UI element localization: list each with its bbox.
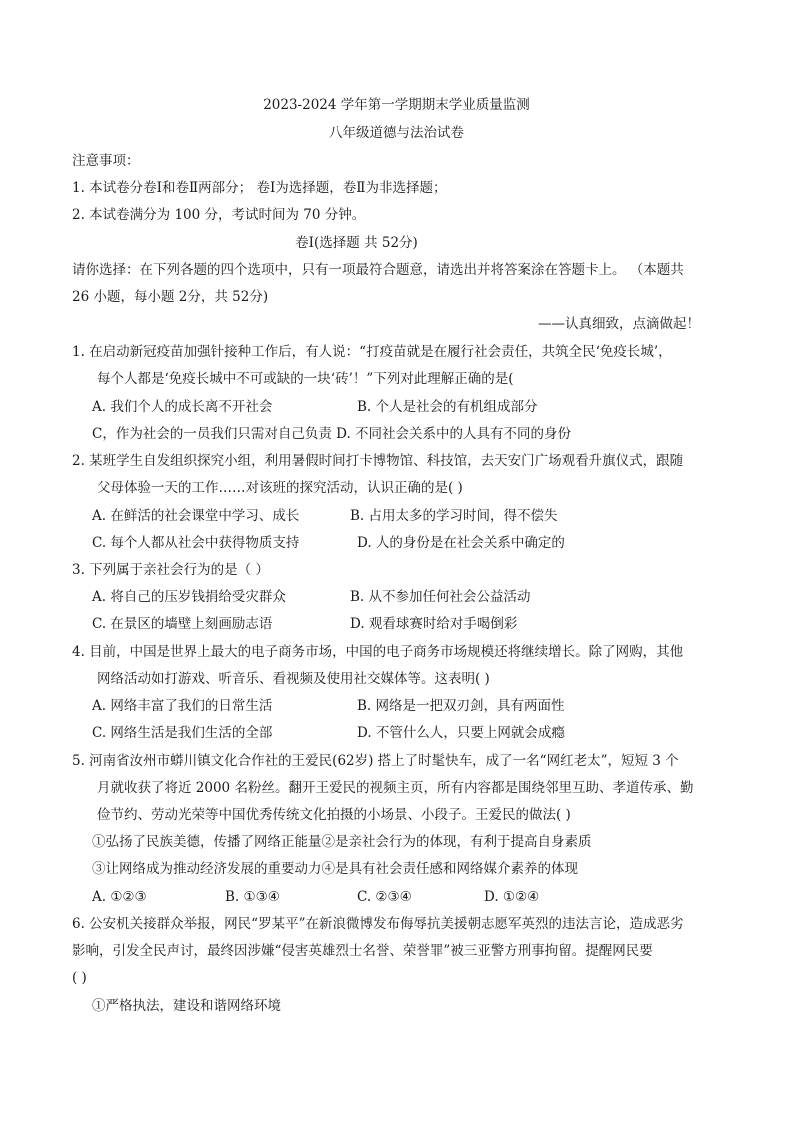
option-b: B. 从不参加任何社会公益活动 — [350, 589, 531, 605]
section-motto: ——认真细致，点滴做起！ — [538, 316, 700, 332]
question-stem: 网络活动如打游戏、听音乐、看视频及使用社交媒体等。这表明( ) — [97, 671, 490, 687]
option-c: C. 每个人都从社会中获得物质支持 — [92, 535, 300, 551]
option-b: B. 占用太多的学习时间，得不偿失 — [350, 508, 558, 524]
section-instruction: 请你选择：在下列各题的四个选项中，只有一项最符合题意，请选出并将答案涂在答题卡上。 （本题共 — [72, 262, 684, 278]
option-a: A. 在鲜活的社会课堂中学习、成长 — [92, 508, 300, 524]
notes-item: 2. 本试卷满分为 100 分，考试时间为 70 分钟。 — [72, 207, 366, 223]
option-b: B. ①③④ — [225, 889, 280, 905]
question-statement: ①严格执法，建设和谐网络环境 — [92, 998, 281, 1014]
question-stem: 俭节约、劳动光荣等中国优秀传统文化拍摄的小场景、小段子。王爱民的做法( ) — [97, 807, 571, 823]
question-stem: 影响，引发全民声讨，最终因涉嫌“侵害英雄烈士名誉、荣誉罪”被三亚警方刑事拘留。提醒网民要 — [72, 943, 653, 959]
option-d: D. 不管什么人，只要上网就会成瘾 — [357, 725, 565, 741]
option-c: C. 在景区的墙壁上刻画励志语 — [92, 616, 273, 632]
option-c: C. ②③④ — [357, 889, 412, 905]
option-b: B. 个人是社会的有机组成部分 — [357, 399, 538, 415]
question-stem: 月就收获了将近 2000 名粉丝。翻开王爱民的视频主页，所有内容都是围绕邻里互助、孝道传承、勤 — [97, 780, 694, 796]
option-d: D. 人的身份是在社会关系中确定的 — [357, 535, 565, 551]
notes-item: 1. 本试卷分卷Ⅰ和卷Ⅱ两部分； 卷Ⅰ为选择题，卷Ⅱ为非选择题； — [72, 180, 447, 196]
option-d: D. 观看球赛时给对手喝倒彩 — [350, 616, 518, 632]
question-stem: 父母体验一天的工作……对该班的探究活动，认识正确的是( ) — [97, 480, 463, 496]
option-a: A. 我们个人的成长离不开社会 — [92, 399, 273, 415]
option-b: B. 网络是一把双刃剑，具有两面性 — [357, 698, 565, 714]
option-c-d: C，作为社会的一员我们只需对自己负责 D. 不同社会关系中的人具有不同的身份 — [92, 426, 572, 442]
option-a: A. 网络丰富了我们的日常生活 — [92, 698, 273, 714]
option-a: A. 将自己的压岁钱捐给受灾群众 — [92, 589, 286, 605]
question-stem: 2. 某班学生自发组织探究小组，利用暑假时间打卡博物馆、科技馆，去天安门广场观看升旗仪式，跟随 — [72, 453, 684, 469]
question-stem: 5. 河南省汝州市蟒川镇文化合作社的王爱民(62岁) 搭上了时髦快车，成了一名“网红老太”，短短 3 个 — [72, 753, 679, 769]
notes-heading: 注意事项： — [72, 153, 140, 169]
option-c: C. 网络生活是我们生活的全部 — [92, 725, 273, 741]
question-statement: ③让网络成为推动经济发展的重要动力④是具有社会责任感和网络媒介素养的体现 — [92, 861, 578, 877]
question-stem: 每个人都是‘免疫长城中不可或缺的一块‘砖’！”下列对此理解正确的是( — [97, 371, 514, 387]
option-d: D. ①②④ — [484, 889, 540, 905]
question-stem: 6. 公安机关接群众举报，网民“罗某平”在新浪微博发布侮辱抗美援朝志愿军英烈的违法言论，造成恶劣 — [72, 916, 684, 932]
question-stem: 4. 目前，中国是世界上最大的电子商务市场，中国的电子商务市场规模还将继续增长。除了网购，其他 — [72, 644, 684, 660]
section-title: 卷Ⅰ(选择题 共 52分) — [295, 235, 418, 251]
section-instruction: 26 小题，每小题 2分，共 52分) — [72, 289, 269, 305]
exam-subtitle: 八年级道德与法治试卷 — [329, 125, 464, 141]
question-stem: 1. 在启动新冠疫苗加强针接种工作后，有人说：“打疫苗就是在履行社会责任，共筑全民‘免疫长城’， — [72, 344, 672, 360]
question-stem: ( ) — [72, 970, 87, 986]
exam-title: 2023-2024 学年第一学期期末学业质量监测 — [263, 97, 530, 113]
option-a: A. ①②③ — [92, 889, 147, 905]
question-statement: ①弘扬了民族美德，传播了网络正能量②是亲社会行为的体现，有利于提高自身素质 — [92, 834, 592, 850]
question-stem: 3. 下列属于亲社会行为的是（ ） — [72, 562, 269, 578]
